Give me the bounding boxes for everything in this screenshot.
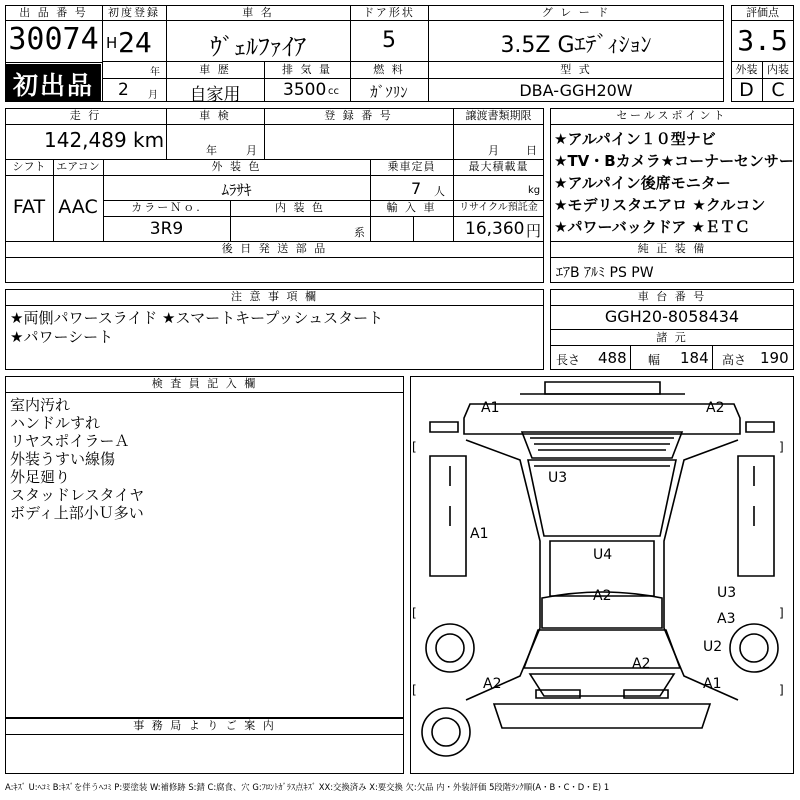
car-name: ｳﾞｪﾙﾌｧｲｱ [210, 33, 306, 61]
equipment-label: 純 正 装 備 [637, 242, 707, 255]
exterior-grade: D [739, 79, 754, 101]
recycle-unit: 円 [526, 222, 542, 240]
capacity-label: 乗車定員 [387, 160, 436, 173]
legend: A:ｷｽﾞ U:ﾍｺﾐ B:ｷｽﾞを伴うﾍｺﾐ P:要塗装 W:補修跡 S:錆 C:腐食、穴 G:ﾌﾛﾝﾄｶﾞﾗｽ点ｷｽﾞ XX:交換済み X:要交換 欠:欠品 内・外装評価 5段階ﾗﾝｸ順(A・B・C・D・E) 1 [5, 782, 610, 792]
damage-mark: U3 [717, 585, 737, 601]
lot-label: 出 品 番 号 [19, 6, 88, 19]
bracket-right-bot: ] [779, 683, 784, 697]
exterior-label: 外装 [735, 63, 758, 76]
equipment: ｴｱB ｱﾙﾐ PS PW [556, 265, 654, 281]
inspector-note-7: ボディ上部小Ｕ多い [10, 504, 144, 522]
damage-mark: A1 [481, 400, 500, 416]
color-no: 3R9 [149, 219, 184, 239]
ac-label: エアコン [56, 160, 100, 173]
damage-mark: A2 [593, 588, 612, 604]
damage-mark: U3 [548, 470, 568, 486]
lot-number: 30074 [8, 22, 99, 57]
first-reg-label: 初度登録 [108, 6, 160, 19]
interior-label: 内装 [767, 63, 789, 76]
sales-point-2: ★TV・Bカメラ★コーナーセンサー [554, 152, 794, 170]
score: 3.5 [737, 24, 788, 57]
inspector-note-2: ハンドルすれ [10, 414, 101, 432]
mileage-unit: km [133, 128, 165, 152]
chassis-number: GGH20-8058434 [604, 307, 740, 326]
sales-point-1: ★アルパイン１０型ナビ [554, 130, 716, 148]
transfer-docs-label: 譲渡書類期限 [465, 109, 532, 122]
import-label: 輸 入 車 [386, 201, 437, 214]
int-color-unit: 系 [354, 226, 365, 239]
inspector-note-3: リヤスポイラーＡ [10, 432, 130, 450]
inspection-month-unit: 月 [246, 144, 257, 157]
ac: AAC [58, 196, 98, 218]
mileage: 142,489 [44, 128, 127, 152]
bracket-left-bot: [ [412, 683, 417, 697]
damage-mark: A1 [703, 676, 722, 692]
history-label: 車 歴 [199, 63, 231, 76]
caution-line-1: ★両側パワースライド ★スマートキープッシュスタート [10, 309, 384, 327]
max-load-label: 最大積載量 [468, 160, 529, 173]
damage-mark: U2 [703, 639, 723, 655]
score-label: 評価点 [746, 6, 779, 19]
history: 自家用 [189, 85, 241, 105]
fuel: ｶﾞｿﾘﾝ [370, 83, 408, 101]
sales-point-4: ★モデリスタエアロ ★クルコン [554, 196, 766, 214]
caution-line-2: ★パワーシート [10, 328, 114, 346]
sales-points-label: セールスポイント [616, 109, 728, 122]
era-prefix: H [106, 34, 118, 52]
displacement: 3500 [283, 80, 327, 100]
specs-label: 諸 元 [656, 331, 688, 344]
displacement-label: 排 気 量 [282, 63, 332, 76]
mileage-label: 走 行 [69, 109, 102, 122]
capacity-unit: 人 [434, 185, 445, 198]
shift-label: シフト [12, 160, 46, 173]
damage-mark: U4 [593, 547, 613, 563]
shift: FAT [12, 196, 46, 218]
inspector-note-1: 室内汚れ [10, 396, 71, 414]
caution-label: 注 意 事 項 欄 [231, 290, 318, 303]
bracket-right-top: ] [779, 440, 784, 454]
door-count: 5 [382, 28, 396, 53]
int-color-label: 内 装 色 [275, 201, 325, 214]
length: 488 [598, 349, 627, 367]
length-label: 長さ [556, 353, 581, 367]
transfer-day-unit: 日 [526, 144, 537, 157]
bracket-left-top: [ [412, 440, 417, 454]
office-label: 事 務 局 よ り ご 案 内 [133, 719, 276, 732]
width: 184 [680, 349, 709, 367]
inspector-note-5: 外足廻り [10, 468, 71, 486]
damage-mark: A2 [706, 400, 725, 416]
damage-mark: A1 [470, 526, 489, 542]
inspection-year-unit: 年 [206, 144, 217, 157]
first-reg-year: 24 [118, 26, 152, 59]
inspection-label: 車 検 [199, 109, 231, 122]
max-load-unit: kg [528, 185, 541, 196]
car-diagram [410, 376, 794, 774]
height-label: 高さ [722, 353, 747, 367]
year-unit: 年 [150, 67, 160, 78]
recycle-label: リサイクル預託金 [459, 202, 538, 213]
displacement-unit: cc [328, 86, 339, 97]
later-parts-label: 後 日 発 送 部 品 [221, 242, 328, 255]
first-reg-month: 2 [118, 80, 129, 100]
bracket-left-mid: [ [412, 606, 417, 620]
first-listing-badge-text: 初出品 [12, 71, 94, 100]
color-no-label: カラーＮｏ. [131, 201, 202, 214]
transfer-month-unit: 月 [488, 144, 499, 157]
bracket-right-mid: ] [779, 606, 784, 620]
damage-mark: A3 [717, 611, 736, 627]
recycle-fee: 16,360 [465, 219, 525, 239]
height: 190 [760, 349, 789, 367]
grade-label: グ レ ー ド [541, 6, 611, 19]
interior-grade: C [771, 79, 785, 101]
grade: 3.5Z Gｴﾃﾞｨｼｮﾝ [500, 33, 652, 58]
inspector-label: 検 査 員 記 入 欄 [151, 377, 258, 390]
door-label: ドア形状 [363, 6, 415, 19]
sales-point-3: ★アルパイン後席モニター [554, 174, 731, 192]
width-label: 幅 [648, 353, 661, 367]
inspector-note-4: 外装うすい線傷 [10, 450, 116, 468]
car-name-label: 車 名 [242, 6, 274, 19]
sales-point-5: ★パワーバックドア ★ＥＴＣ [554, 218, 750, 236]
damage-mark: A2 [483, 676, 502, 692]
month-unit: 月 [148, 90, 158, 101]
model-code-label: 型 式 [560, 63, 592, 76]
reg-no-label: 登 録 番 号 [324, 109, 393, 122]
inspector-note-6: スタッドレスタイヤ [10, 486, 145, 504]
damage-mark: A2 [632, 656, 651, 672]
model-code: DBA-GGH20W [519, 81, 633, 100]
capacity: 7 [411, 179, 422, 198]
fuel-label: 燃 料 [373, 63, 405, 76]
chassis-label: 車 台 番 号 [637, 290, 707, 303]
ext-color: ﾑﾗｻｷ [221, 181, 252, 199]
ext-color-label: 外 装 色 [211, 160, 262, 173]
